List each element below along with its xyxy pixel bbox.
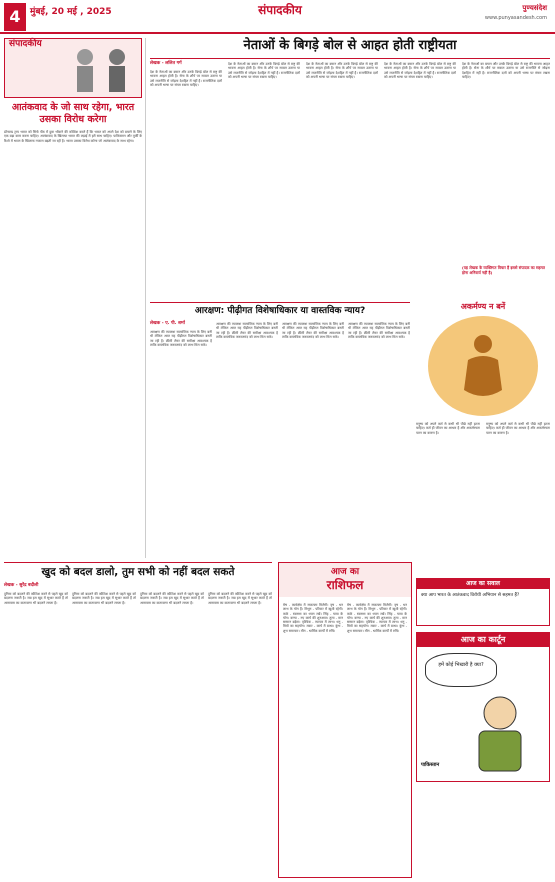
cartoon-title: आज का कार्टून xyxy=(417,633,549,647)
self-change-body-col2: दुनिया को बदलने की कोशिश करने से पहले खुद को बदलना जरूरी है। जब हम खुद में सुधार करते हैं तो आसपास का वातावरण भी बदलने लगता है। xyxy=(72,592,136,605)
self-change-article xyxy=(4,562,272,878)
main-byline: लेखक - ललित गर्ग xyxy=(150,61,182,66)
main-headline: नेताओं के बिगड़े बोल से आहत होती राष्ट्रीयता xyxy=(243,38,457,53)
horoscope-header xyxy=(279,563,411,597)
question-title: आज का सवाल xyxy=(417,579,549,589)
disclaimer-note: (यह लेखक के व्यक्तिगत विचार हैं इससे संपादक का सहमत होना अनिवार्य नहीं है) xyxy=(462,265,545,275)
editorial-body: डॉनाल्ड ट्रम्प भारत को सिर्फ पीठ में छुरा भोंकने की कोशिश करते हैं कि भारत को अपने देश को बचाने के लिए एक बड़ा काम करना चाहिए। आतंकवाद के खिलाफ भारत की लड़ाई में हमें साथ चाहिए। पाकिस्तान और तुर्की के रिश्ते में भारत के खिलाफ नफरत बढ़ती जा रही है। भारत उसका विरोध करेगा जो आतंकवाद के साथ रहेगा। xyxy=(4,130,142,143)
thought-title: अकर्मण्य न बनें xyxy=(460,302,506,311)
page-number: 4 xyxy=(4,3,26,31)
editorial-label: संपादकीय xyxy=(9,39,42,49)
main-body-col4: देश के नेताओं का बयान और उनके बिगड़े बोल से राष्ट्र की भावना आहत होती है। सेना के शौर्य पर सवाल उठाना या उसे राजनीति से जोड़ना देशहित में नहीं है। राजनीतिक दलों को अपनी भाषा पर संयम रखना चाहिए। xyxy=(384,62,456,79)
horoscope-body-col1: मेष - कार्यक्षेत्र में सफलता मिलेगी। वृष - धन लाभ के योग हैं। मिथुन - परिवार में खुशी रहेगी। कर्क - स्वास्थ्य का ध्यान रखें। सिंह - यात्रा के योग। कन्या - नए कार्य की शुरुआत। तुला - मान सम्मान बढ़ेगा। वृश्चिक - व्यापार में लाभ। धनु - मित्रों का सहयोग। मकर - कार्य में बाधा। कुंभ - शुभ समाचार। मीन - धार्मिक कार्यों में रुचि। xyxy=(283,603,343,633)
main-body-col3: देश के नेताओं का बयान और उनके बिगड़े बोल से राष्ट्र की भावना आहत होती है। सेना के शौर्य पर सवाल उठाना या उसे राजनीति से जोड़ना देशहित में नहीं है। राजनीतिक दलों को अपनी भाषा पर संयम रखना चाहिए। xyxy=(306,62,378,79)
thought-box xyxy=(416,302,550,572)
column-divider xyxy=(145,38,146,558)
self-change-body-col1: दुनिया को बदलने की कोशिश करने से पहले खुद को बदलना जरूरी है। जब हम खुद में सुधार करते हैं तो आसपास का वातावरण भी बदलने लगता है। xyxy=(4,592,68,605)
main-article xyxy=(150,38,550,298)
reservation-article xyxy=(150,302,410,558)
horoscope-title: आज का xyxy=(330,567,360,577)
date-line: मुंबई, 20 मई , 2025 xyxy=(30,7,112,17)
reservation-body-col3: आरक्षण की व्यवस्था सामाजिक न्याय के लिए बनी थी लेकिन आज यह पीढ़ीगत विशेषाधिकार बनती जा रही है। क्रीमी लेयर की समीक्षा आवश्यक है ताकि वास्तविक जरूरतमंद को लाभ मिल सके। xyxy=(282,322,344,339)
cartoon-caption: पाकिस्तान xyxy=(421,762,440,768)
rule xyxy=(150,58,550,59)
web-address: www.punyasandesh.com xyxy=(484,15,547,21)
cartoon-box xyxy=(416,632,550,782)
main-body-col1: देश के नेताओं का बयान और उनके बिगड़े बोल से राष्ट्र की भावना आहत होती है। सेना के शौर्य पर सवाल उठाना या उसे राजनीति से जोड़ना देशहित में नहीं है। राजनीतिक दलों को अपनी भाषा पर संयम रखना चाहिए। xyxy=(150,70,222,87)
self-change-byline: लेखक - सुरेंद्र बदौली xyxy=(4,583,39,588)
reservation-byline: लेखक - ए. पी. शर्मा xyxy=(150,321,185,326)
horoscope-box xyxy=(278,562,412,878)
main-body-col5: देश के नेताओं का बयान और उनके बिगड़े बोल से राष्ट्र की भावना आहत होती है। सेना के शौर्य पर सवाल उठाना या उसे राजनीति से जोड़ना देशहित में नहीं है। राजनीतिक दलों को अपनी भाषा पर संयम रखना चाहिए। xyxy=(462,62,550,79)
reservation-headline: आरक्षण: पीढ़ीगत विशेषाधिकार या वास्तविक न्याय? xyxy=(194,306,366,316)
meditation-image xyxy=(428,316,538,416)
self-change-headline: खुद को बदल डालो, तुम सभी को नहीं बदल सकते xyxy=(41,566,235,578)
main-body-col2: देश के नेताओं का बयान और उनके बिगड़े बोल से राष्ट्र की भावना आहत होती है। सेना के शौर्य पर सवाल उठाना या उसे राजनीति से जोड़ना देशहित में नहीं है। राजनीतिक दलों को अपनी भाषा पर संयम रखना चाहिए। xyxy=(228,62,300,79)
self-change-body-col4: दुनिया को बदलने की कोशिश करने से पहले खुद को बदलना जरूरी है। जब हम खुद में सुधार करते हैं तो आसपास का वातावरण भी बदलने लगता है। xyxy=(208,592,272,605)
reservation-body-col4: आरक्षण की व्यवस्था सामाजिक न्याय के लिए बनी थी लेकिन आज यह पीढ़ीगत विशेषाधिकार बनती जा रही है। क्रीमी लेयर की समीक्षा आवश्यक है ताकि वास्तविक जरूरतमंद को लाभ मिल सके। xyxy=(348,322,410,339)
editorial-column xyxy=(4,38,142,558)
brand-name: पुण्यसंदेश xyxy=(522,4,547,12)
section-title: संपादकीय xyxy=(258,3,302,17)
cartoon-character-icon xyxy=(457,691,543,777)
thought-body-col1: मनुष्य को अपने कर्म से कभी भी पीछे नहीं हटना चाहिए। कर्म ही जीवन का आधार है और अकर्मण्यता पतन का कारण है। xyxy=(416,422,480,435)
question-text: क्या आप भारत के आतंकवाद विरोधी अभियान से सहमत हैं? xyxy=(421,593,520,598)
editorial-headline: आतंकवाद के जो साथ रहेगा, भारत उसका विरोध करेगा xyxy=(11,102,135,125)
reservation-body-col2: आरक्षण की व्यवस्था सामाजिक न्याय के लिए बनी थी लेकिन आज यह पीढ़ीगत विशेषाधिकार बनती जा रही है। क्रीमी लेयर की समीक्षा आवश्यक है ताकि वास्तविक जरूरतमंद को लाभ मिल सके। xyxy=(216,322,278,339)
reservation-body-col1: आरक्षण की व्यवस्था सामाजिक न्याय के लिए बनी थी लेकिन आज यह पीढ़ीगत विशेषाधिकार बनती जा रही है। क्रीमी लेयर की समीक्षा आवश्यक है ताकि वास्तविक जरूरतमंद को लाभ मिल सके। xyxy=(150,330,212,347)
cartoon-speech-bubble: हमें कोई भिखारी है क्या? xyxy=(425,653,497,687)
illustration-figures-icon xyxy=(65,45,139,95)
self-change-body-col3: दुनिया को बदलने की कोशिश करने से पहले खुद को बदलना जरूरी है। जब हम खुद में सुधार करते हैं तो आसपास का वातावरण भी बदलने लगता है। xyxy=(140,592,204,605)
editorial-illustration xyxy=(4,38,142,98)
question-box xyxy=(416,578,550,626)
thought-body-col2: मनुष्य को अपने कर्म से कभी भी पीछे नहीं हटना चाहिए। कर्म ही जीवन का आधार है और अकर्मण्यता पतन का कारण है। xyxy=(486,422,550,435)
horoscope-body-col2: मेष - कार्यक्षेत्र में सफलता मिलेगी। वृष - धन लाभ के योग हैं। मिथुन - परिवार में खुशी रहेगी। कर्क - स्वास्थ्य का ध्यान रखें। सिंह - यात्रा के योग। कन्या - नए कार्य की शुरुआत। तुला - मान सम्मान बढ़ेगा। वृश्चिक - व्यापार में लाभ। धनु - मित्रों का सहयोग। मकर - कार्य में बाधा। कुंभ - शुभ समाचार। मीन - धार्मिक कार्यों में रुचि। xyxy=(347,603,407,633)
meditating-figure-icon xyxy=(458,330,508,406)
horoscope-title2: राशिफल xyxy=(326,578,364,592)
rule xyxy=(4,562,272,563)
rule xyxy=(150,302,410,303)
page-header xyxy=(0,0,555,34)
